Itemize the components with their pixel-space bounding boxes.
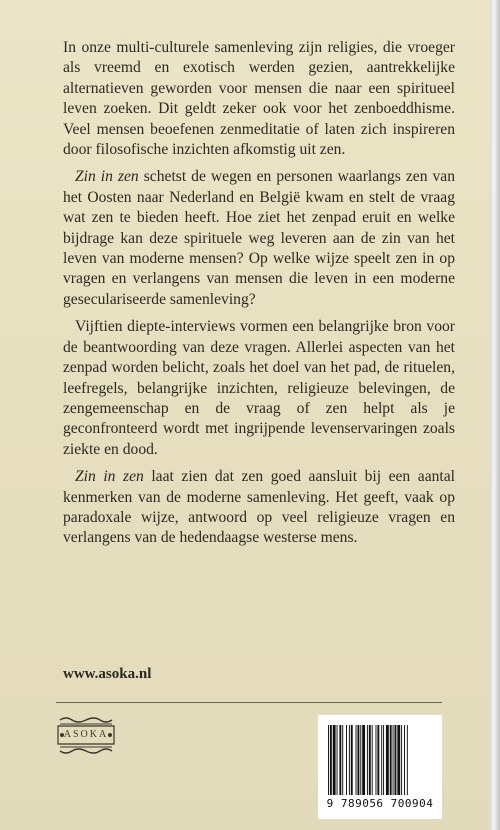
barcode-bar (349, 725, 350, 795)
blurb-paragraph-1: In onze multi-culturele samenleving zijn religies, die vroeger als vreemd en exotisch werden gezien, aantrekkelijke alternatieven geworden voor mensen die naar een spiritueel leven zoeken. Dit geldt zeker ook voor het zenboeddhisme. Veel mensen beoefenen zenmeditatie of laten zich inspireren door filosofische inzichten afkomstig uit zen. (63, 39, 455, 159)
isbn-barcode (318, 715, 442, 819)
blurb-paragraph-2-text: schetst de wegen en personen waarlangs zen van het Oosten naar Nederland en België kwam en stelt de vraag wat zen te bieden heeft. Hoe ziet het zenpad eruit en welke bijdrage kan deze spirituele weg leveren aan de zin van het leven van moderne mensen? Op welke wijze speelt zen in op vragen en verlangens van mensen die leven in een moderne geseculariseerde samenleving? (63, 168, 456, 308)
barcode-bar (395, 725, 397, 795)
barcode-bar (390, 725, 392, 795)
barcode-bar (401, 725, 402, 795)
book-title-ref: Zin in zen (75, 468, 144, 486)
barcode-bar (356, 725, 357, 795)
barcode-bar (339, 725, 341, 795)
book-title-ref: Zin in zen (75, 168, 139, 186)
barcode-bar (351, 725, 353, 795)
barcode-bar (362, 725, 365, 795)
barcode-bar (383, 725, 384, 795)
barcode-bar (360, 725, 361, 795)
barcode-bar (376, 725, 377, 795)
blurb-text (63, 38, 455, 556)
publisher-website[interactable]: www.asoka.nl (63, 666, 152, 682)
barcode-bar (404, 725, 405, 795)
barcode-bar (372, 725, 373, 795)
barcode-bar (386, 725, 389, 795)
barcode-bar (407, 725, 408, 795)
divider (56, 702, 442, 703)
barcode-bar (381, 725, 382, 795)
barcode-bar (346, 725, 347, 795)
blurb-paragraph-4 (63, 467, 455, 549)
barcode-bar (397, 725, 400, 795)
barcode-bars (326, 725, 436, 795)
barcode-bar (330, 725, 332, 795)
barcode-bar (367, 725, 368, 795)
blurb-paragraph-2 (63, 167, 455, 310)
barcode-bar (393, 725, 394, 795)
isbn-number: 9 789056 700904 (326, 797, 434, 810)
blurb-paragraph-3: Vijftien diepte-interviews vormen een belangrijke bron voor de beantwoording van deze vragen. Allerlei aspecten van het zenpad worden belicht, zoals het doel van het pad, de rituelen, leefregels, belangrijke inzichten, religieuze belevingen, de zengemeenschap en de vraag of zen helpt als je geconfronteerd wordt met ingrijpende levenservaringen zoals ziekte en dood. (63, 318, 455, 458)
page-edge (490, 0, 500, 830)
blurb-paragraph-4-text: laat zien dat zen goed aansluit bij een aantal kenmerken van de moderne samenleving. Het geeft, vaak op paradoxale wijze, antwoord op veel religieuze vragen en verlangens van de hedendaagse westerse mens. (63, 468, 455, 547)
barcode-bar (337, 725, 338, 795)
publisher-logo (56, 716, 116, 758)
barcode-bar (377, 725, 379, 795)
barcode-bar (357, 725, 359, 795)
barcode-bar (342, 725, 343, 795)
logo-wordmark: ASOKA (63, 729, 109, 740)
barcode-bar (328, 725, 329, 795)
barcode-bar (369, 725, 371, 795)
barcode-bar (333, 725, 336, 795)
